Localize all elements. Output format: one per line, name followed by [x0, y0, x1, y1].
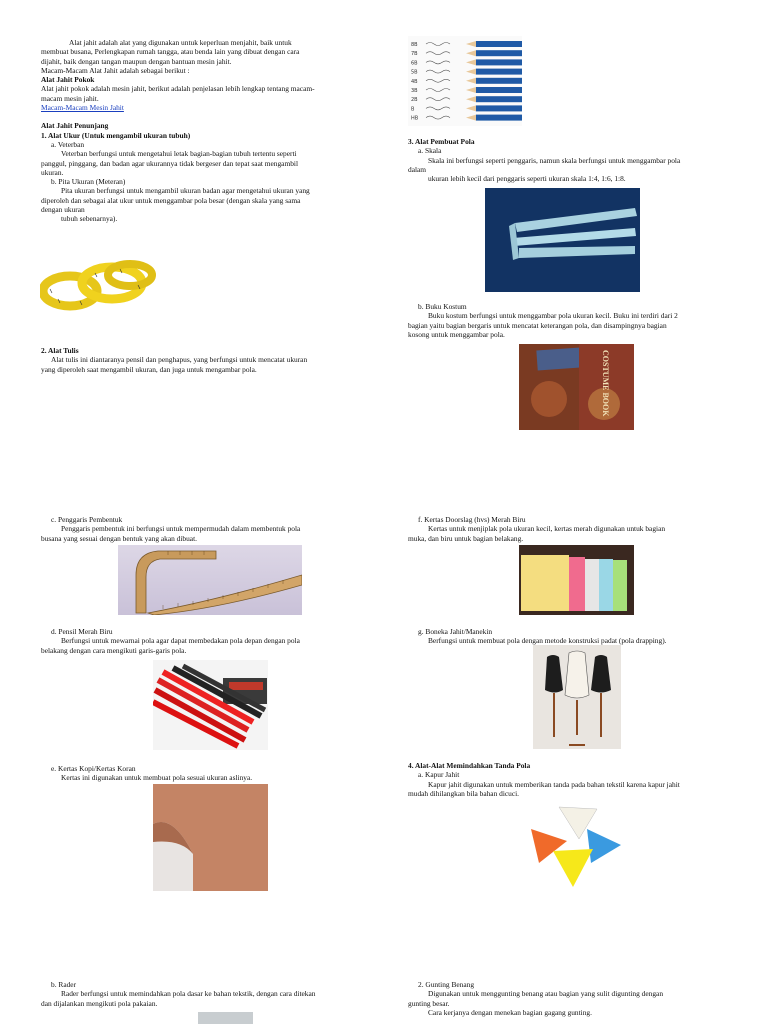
penggaris-section: [41, 515, 371, 543]
boneka-text-1: Berfungsi untuk membuat pola dengan metode konstruksi padat (pola drapping).: [428, 636, 667, 646]
brown-paper-image: [153, 784, 268, 891]
pencil-grade-label: 2B: [411, 97, 418, 104]
pencil-scribble: [426, 116, 450, 119]
buku-text-3: kosong untuk menggambar pola.: [408, 329, 505, 339]
scale-ruler-image: [485, 188, 640, 292]
pencil-tip: [466, 96, 476, 102]
tanda-heading: 4. Alat-Alat Memindahkan Tanda Pola: [408, 761, 531, 770]
skala-title: a. Skala: [418, 146, 442, 156]
pita-text-2: diperoleh dan sebagai alat ukur untuk menggambar pola besar (dengan skala yang sama: [41, 195, 301, 205]
doorslag-section: [408, 515, 748, 543]
pencil-scribble: [426, 89, 450, 92]
gunting-text-2: gunting besar.: [408, 998, 450, 1008]
buku-text-1: Buku kostum berfungsi untuk menggambar pola ukuran kecil. Buku ini terdiri dari 2: [428, 311, 678, 321]
rader-title: b. Rader: [51, 980, 77, 989]
pencil-body: [476, 41, 522, 47]
penunjang-heading: Alat Jahit Penunjang: [41, 121, 109, 131]
pencil-tip: [466, 105, 476, 111]
pencil-body: [476, 50, 522, 56]
alat-ukur-heading: 1. Alat Ukur (Untuk mengambil ukuran tubuh): [41, 130, 191, 140]
pita-title: b. Pita Ukuran (Meteran): [51, 177, 126, 187]
buku-section: [408, 302, 748, 339]
pensil-section: [41, 627, 371, 655]
intro-line-4: Macam-Macam Alat Jahit adalah sebagai berikut :: [41, 65, 190, 75]
alat-tulis-heading: 2. Alat Tulis: [41, 346, 79, 355]
pencil-grade-label: 7B: [411, 51, 418, 58]
gunting-title: 2. Gunting Benang: [418, 980, 475, 989]
pencil-grade-label: 3B: [411, 88, 418, 94]
alat-tulis-text-1: Alat tulis ini diantaranya pensil dan penghapus, yang berfungsi untuk mencatat ukuran: [51, 355, 308, 365]
pita-text-4: tubuh sebenarnya).: [61, 214, 118, 224]
pencil-scribble: [426, 43, 450, 46]
kapur-title: a. Kapur Jahit: [418, 770, 460, 780]
boneka-title: g. Boneka Jahit/Manekin: [418, 627, 493, 636]
mesin-jahit-link[interactable]: Macam-Macam Mesin Jahit: [41, 103, 124, 113]
pencil-grade-label: 4B: [411, 78, 418, 85]
pita-text-3: dengan ukuran: [41, 205, 85, 215]
pencil-grade-label: B: [411, 106, 415, 113]
pensil-text-1: Berfungsi untuk mewarnai pola agar dapat membedakan pola depan dengan pola: [61, 636, 300, 646]
penggaris-title: c. Penggaris Pembentuk: [51, 515, 123, 524]
skala-text-1: Skala ini berfungsi seperti penggaris, namun skala berfungsi untuk menggambar pola: [428, 155, 681, 165]
kertas-section: [41, 764, 371, 783]
pencil-tip: [466, 50, 476, 56]
pencil-scribble: [426, 98, 450, 101]
doorslag-text-1: Kertas untuk menjiplak pola ukuran kecil, kertas merah digunakan untuk bagian: [428, 524, 666, 534]
intro-section: [41, 38, 371, 224]
colored-paper-image: [519, 545, 634, 615]
rader-image: [198, 1012, 253, 1024]
pencil-tip: [466, 41, 476, 47]
pola-section: [408, 137, 748, 183]
pencil-tip: [466, 69, 476, 75]
intro-line-3: dijahit, baik dengan tangan maupun dengan bantuan mesin jahit.: [41, 56, 232, 66]
book-cover-title: COSTUME BOOK: [601, 350, 610, 417]
veterban-text-2: panggul, pinggang, dan badan agar ukurannya tidak bergeser dan tepat saat mengambil: [41, 158, 299, 168]
kertas-text-1: Kertas ini digunakan untuk membuat pola sesuai ukuran aslinya.: [61, 773, 253, 783]
pokok-text-2: macam mesin jahit.: [41, 93, 99, 103]
boneka-section: [408, 627, 748, 646]
pencil-tip: [466, 78, 476, 84]
pokok-text-1: Alat jahit pokok adalah mesin jahit, berikut adalah penjelasan lebih lengkap tentang macam-: [41, 84, 315, 94]
gunting-text-3: Cara kerjanya dengan menekan bagian gagang gunting.: [428, 1007, 592, 1017]
pencil-scribble: [426, 52, 450, 55]
pencil-body: [476, 87, 522, 93]
costume-book-image: [519, 344, 634, 430]
buku-title: b. Buku Kostum: [418, 302, 467, 311]
intro-line-1: Alat jahit adalah alat yang digunakan untuk keperluan menjahit, baik untuk: [69, 38, 292, 47]
red-blue-pencils-image: [153, 660, 268, 750]
pokok-heading: Alat Jahit Pokok: [41, 75, 95, 85]
pencil-body: [476, 96, 522, 102]
gunting-section: [408, 980, 748, 1017]
pencil-grade-label: 5B: [411, 69, 418, 76]
pensil-title: d. Pensil Merah Biru: [51, 627, 113, 636]
curved-ruler-image: [118, 545, 302, 615]
intro-line-2: membuat busana, Perlengkapan rumah tangga, atau benda lain yang dibuat dengan cara: [41, 47, 300, 57]
pencil-tip: [466, 87, 476, 93]
doorslag-text-2: muka, dan biru untuk bagian belakang.: [408, 533, 524, 543]
pensil-text-2: belakang dengan cara mengikuti garis-garis pola.: [41, 645, 187, 655]
penggaris-text-1: Penggaris pembentuk ini berfungsi untuk mempermudah dalam membentuk pola: [61, 524, 301, 534]
pencil-scribble: [426, 107, 450, 110]
pencil-grade-label: HB: [411, 115, 419, 122]
rader-text-2: dan dijalankan mengikuti pola pakaian.: [41, 998, 158, 1008]
pencil-tip: [466, 115, 476, 121]
pencil-body: [476, 78, 522, 84]
skala-text-3: ukuran lebih kecil dari penggaris seperti ukuran skala 1:4, 1:6, 1:8.: [428, 174, 626, 184]
pencil-body: [476, 115, 522, 121]
mannequin-image: [533, 645, 621, 749]
alat-tulis-text-2: yang diperoleh saat mengambil ukuran, dan juga untuk mengambar pola.: [41, 364, 257, 374]
alat-tulis-section: [41, 346, 371, 374]
doorslag-title: f. Kertas Doorslag (hvs) Merah Biru: [418, 515, 526, 524]
pencil-body: [476, 105, 522, 111]
pencil-scribble: [426, 79, 450, 82]
kapur-text-2: mudah dihilangkan bila bahan dicuci.: [408, 788, 520, 798]
measuring-tape-image: [40, 255, 158, 315]
rader-text-1: Rader berfungsi untuk memindahkan pola dasar ke bahan tekstik, dengan cara ditekan: [61, 989, 316, 999]
buku-text-2: bagian yaitu bagian bergaris untuk mencatat keterangan pola, dan disampingnya bagian: [408, 320, 667, 330]
veterban-text-3: ukuran.: [41, 167, 64, 177]
gunting-text-1: Digunakan untuk menggunting benang atau bagian yang sulit digunting dengan: [428, 989, 664, 999]
kapur-text-1: Kapur jahit digunakan untuk memberikan tanda pada bahan tekstil karena kapur jahit: [428, 779, 680, 789]
rader-section: [41, 980, 371, 1008]
pencils-image: [408, 36, 522, 126]
kertas-title: e. Kertas Kopi/Kertas Koran: [51, 764, 136, 773]
skala-text-2: dalam: [408, 164, 427, 174]
veterban-title: a. Veterban: [51, 139, 85, 149]
pencil-grade-label: 8B: [411, 42, 418, 48]
pencil-scribble: [426, 70, 450, 73]
pencil-body: [476, 69, 522, 75]
pita-text-1: Pita ukuran berfungsi untuk mengambil ukuran badan agar mengetahui ukuran yang: [61, 186, 310, 196]
pola-heading: 3. Alat Pembuat Pola: [408, 137, 475, 146]
pencil-body: [476, 59, 522, 65]
tanda-section: [408, 761, 748, 798]
pencil-scribble: [426, 61, 450, 64]
pencil-grade-label: 6B: [411, 60, 418, 67]
veterban-text-1: Veterban berfungsi untuk mengetahui letak bagian-bagian tubuh tertentu seperti: [61, 149, 297, 159]
penggaris-text-2: busana yang sesuai dengan bentuk yang akan dibuat.: [41, 533, 197, 543]
pencil-tip: [466, 59, 476, 65]
tailor-chalk-image: [527, 805, 623, 890]
